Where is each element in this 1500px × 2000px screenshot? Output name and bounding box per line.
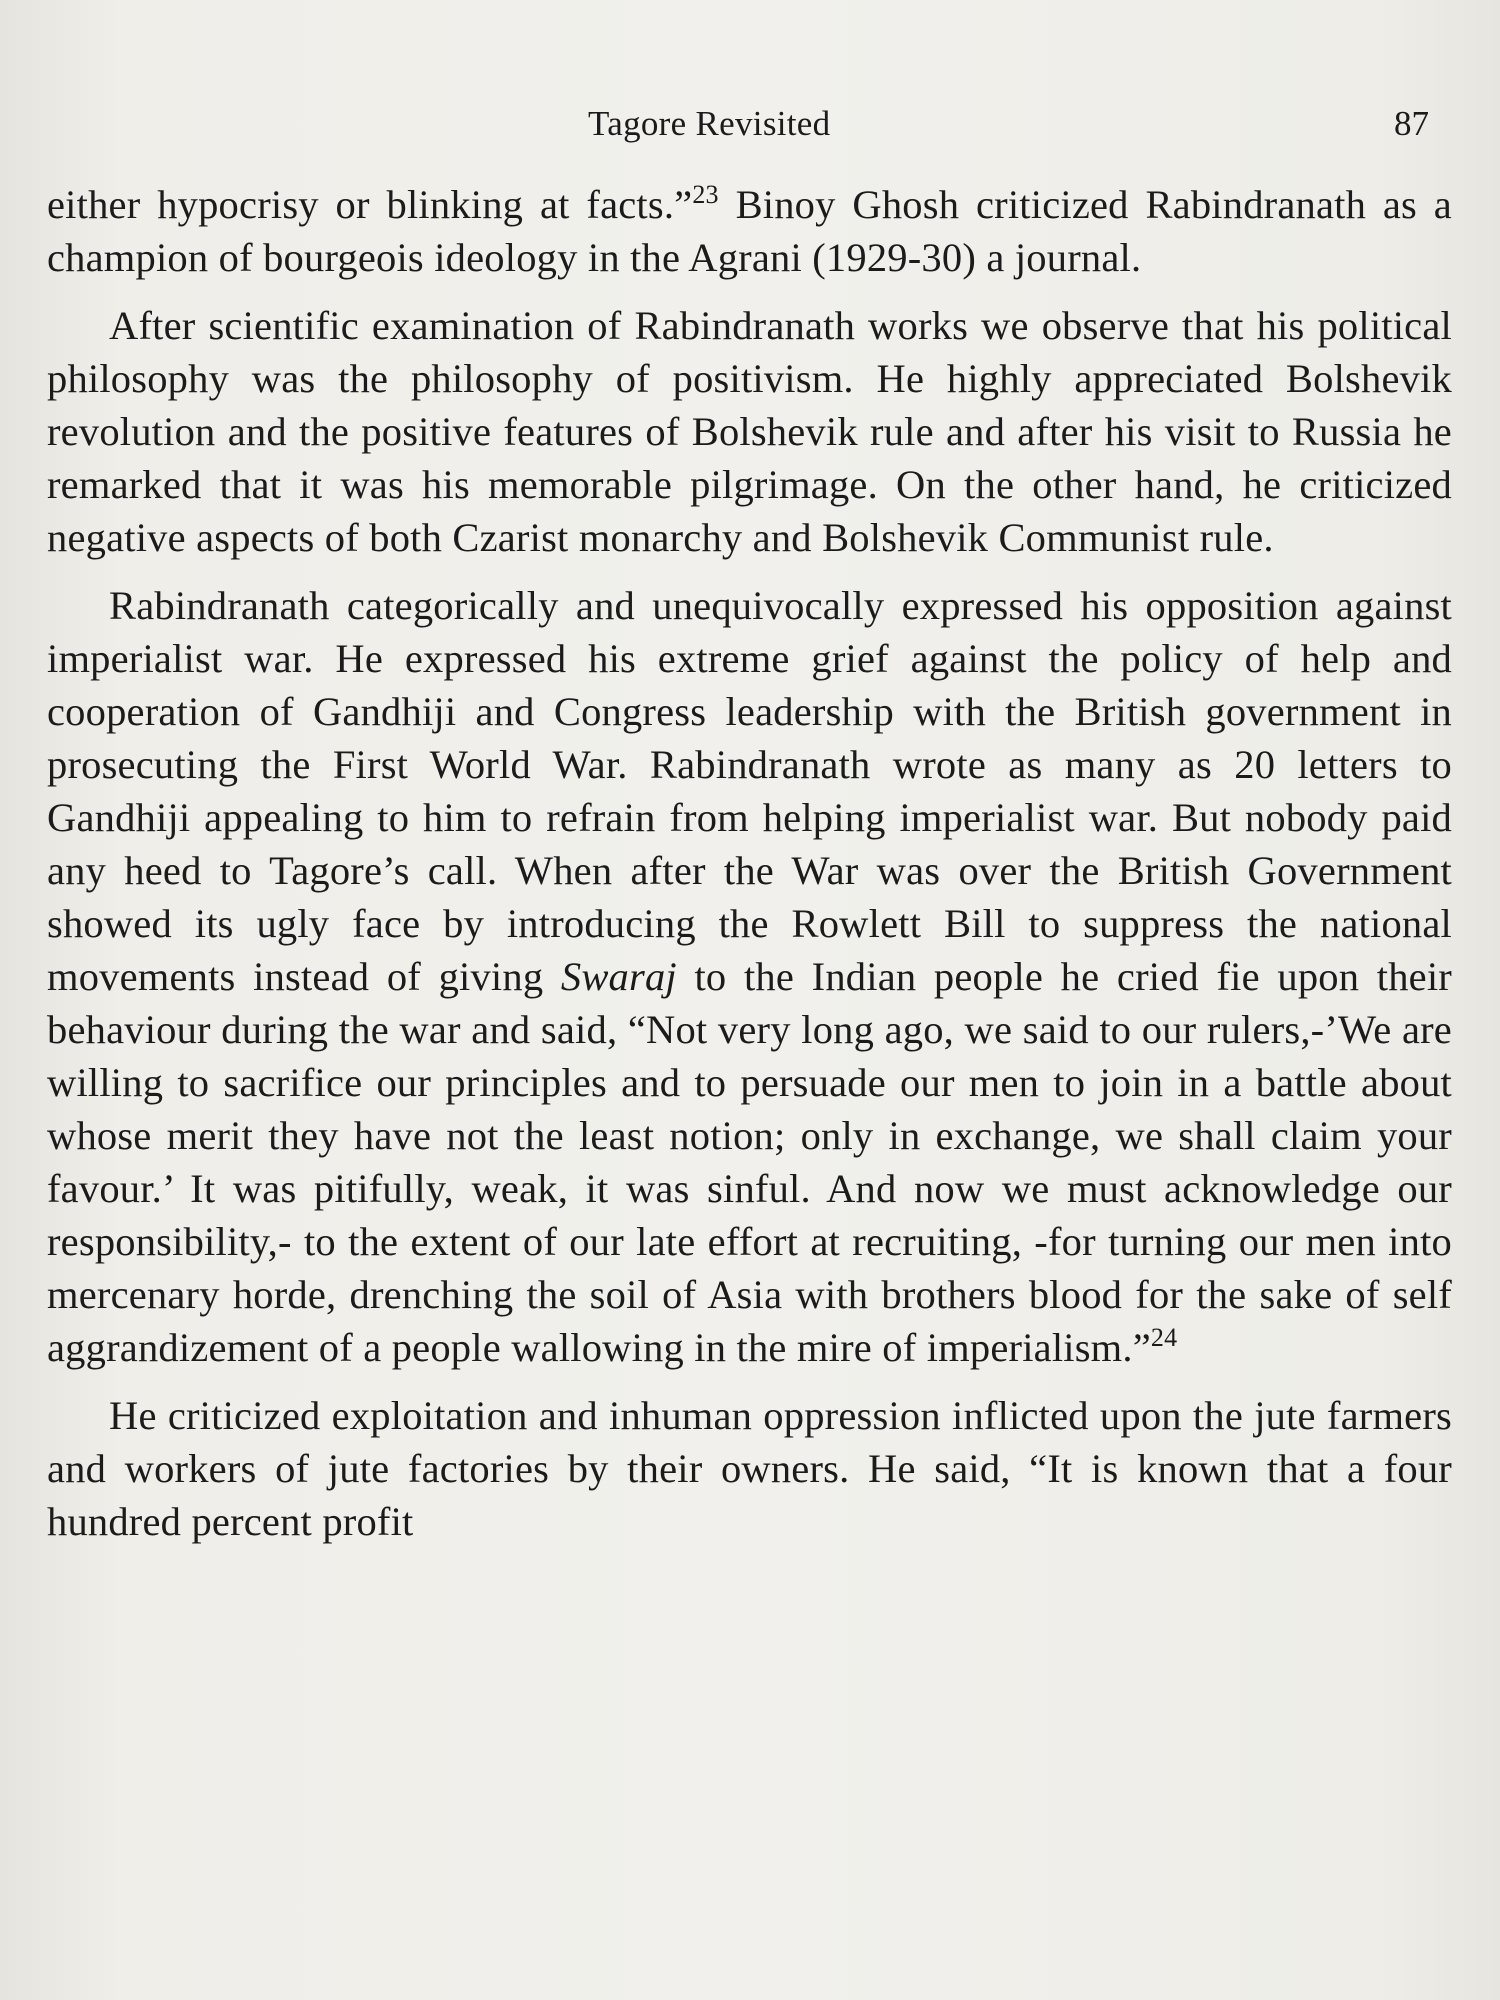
paragraph-imperialist-war <box>47 579 1452 1374</box>
paragraph-text: He criticized exploitation and inhuman oppression inflicted upon the jute farmers and workers of jute factories by their owners. He said, “It is known that a four hundred percent profit <box>47 1393 1452 1544</box>
running-title: Tagore Revisited <box>588 104 831 143</box>
paragraph-text: After scientific examination of Rabindranath works we observe that his political philosophy was the philosophy of positivism. He highly appreciated Bolshevik revolution and the positive features of Bolshevik rule and after his visit to Russia he remarked that it was his memorable pilgrimage. On the other hand, he criticized negative aspects of both Czarist monarchy and Bolshevik Communist rule. <box>47 303 1452 560</box>
page-number: 87 <box>1394 104 1429 143</box>
paragraph-text: Rabindranath categorically and unequivocally expressed his opposition against imperialist war. He expressed his extreme grief against the policy of help and cooperation of Gandhiji and Congress leadership with the British government in prosecuting the First World War. Rabindranath wrote as many as 20 letters to Gandhiji appealing to him to refrain from helping imperialist war. But nobody paid any heed to Tagore’s call. When after the War was over the British Government showed its ugly face by introducing the Rowlett Bill to suppress the national movements instead of giving <box>47 583 1452 999</box>
paragraph-continuation <box>47 178 1452 284</box>
body-text <box>47 178 1452 1548</box>
footnote-ref-23: 23 <box>692 180 719 209</box>
paragraph-text: to the Indian people he cried fie upon their behaviour during the war and said, “Not very long ago, we said to our rulers,-’We are willing to sacrifice our principles and to persuade our men to join in a battle about whose merit they have not the least notion; only in exchange, we shall claim your favour.’ It was pitifully, weak, it was sinful. And now we must acknowledge our responsibility,- to the extent of our late effort at recruiting, -for turning our men into mercenary horde, drenching the soil of Asia with brothers blood for the sake of self aggrandizement of a people wallowing in the mire of imperialism.” <box>47 954 1452 1370</box>
paragraph-text: either hypocrisy or blinking at facts.” <box>47 182 693 227</box>
paragraph-text: Binoy Ghosh criticized Rabindranath as a champion of bourgeois ideology in the Agrani (1929-30) a journal. <box>47 182 1452 280</box>
running-header <box>0 100 1500 148</box>
italic-term: Swaraj <box>560 954 677 999</box>
paragraph-jute-workers <box>47 1389 1452 1548</box>
footnote-ref-24: 24 <box>1150 1323 1178 1352</box>
paragraph-positivism <box>47 299 1452 564</box>
